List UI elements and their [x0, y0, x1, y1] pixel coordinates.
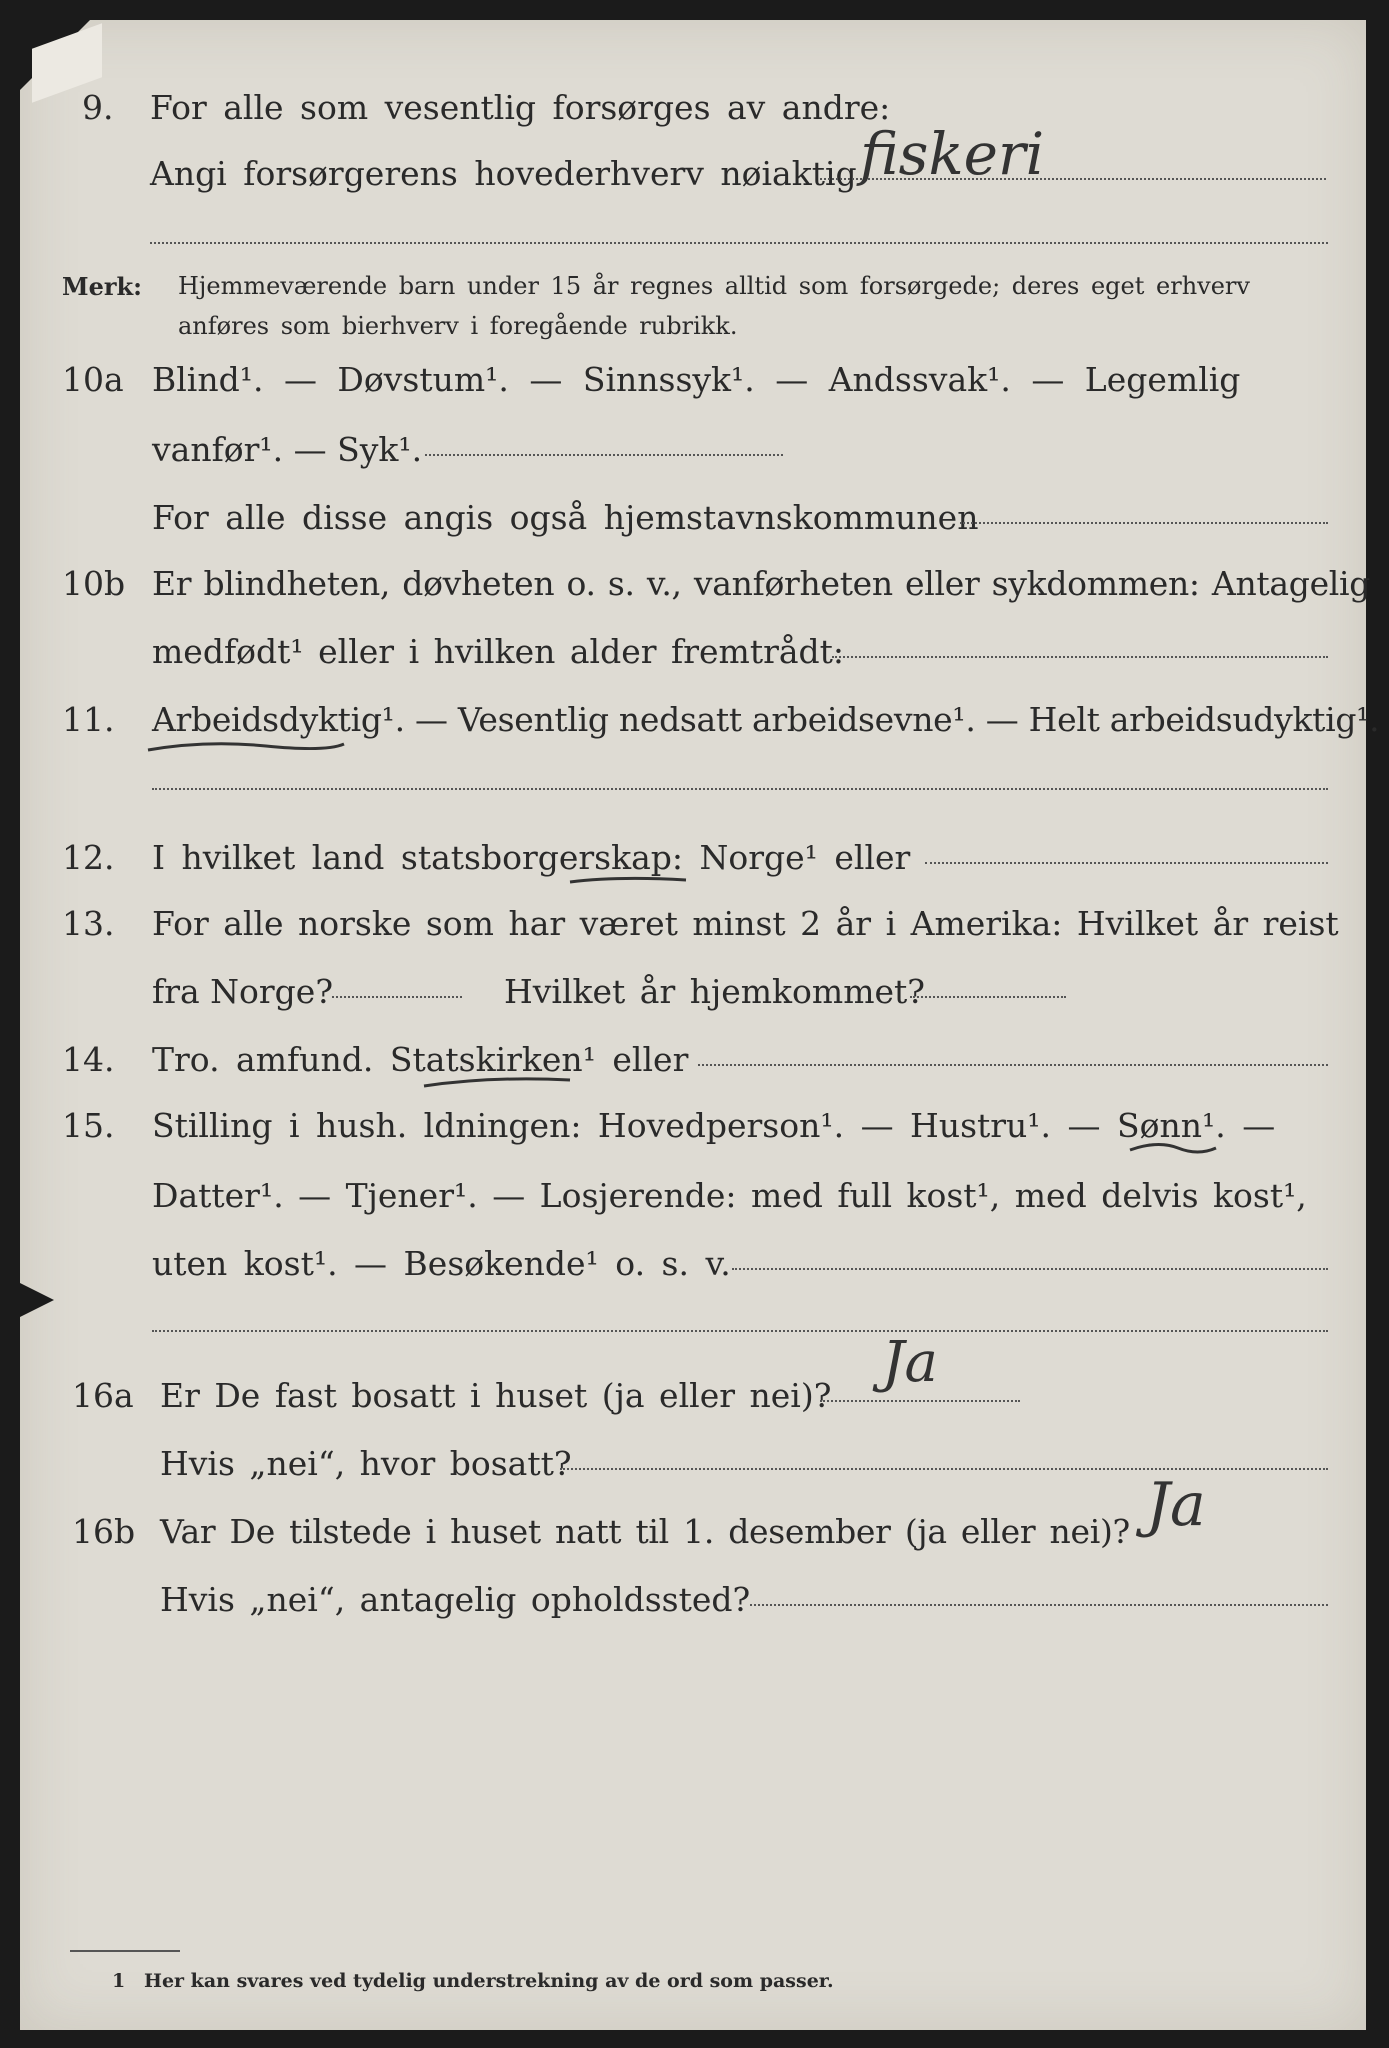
q14-answer-line	[698, 1064, 1328, 1066]
footnote-mark: 1	[112, 1970, 126, 1992]
q13-year-home-line	[910, 996, 1066, 998]
note-line2: anføres som bierhverv i foregående rubrikk.	[178, 312, 738, 340]
footnote-rule	[70, 1950, 180, 1952]
q14-line1: Tro. amfund. Statskirken¹ eller	[152, 1040, 689, 1079]
q15-number: 15.	[62, 1106, 115, 1145]
page-notch	[14, 1280, 54, 1320]
q12-line1: I hvilket land statsborgerskap: Norge¹ eller	[152, 838, 911, 877]
q16b-line2: Hvis „nei“, antagelig opholdssted?	[160, 1580, 751, 1619]
footnote-text: Her kan svares ved tydelig understrekning av de ord som passer.	[144, 1970, 834, 1992]
q9-handwritten-answer: fiskeri	[860, 120, 1045, 188]
note-line1: Hjemmeværende barn under 15 år regnes alltid som forsørgede; deres eget erhverv	[178, 272, 1250, 300]
q15-handwritten-underline	[1128, 1138, 1218, 1162]
q12-number: 12.	[62, 838, 115, 877]
q11-handwritten-underline	[146, 736, 346, 756]
q15-line1: Stilling i hush. ldningen: Hovedperson¹. — Hustru¹. — Sønn¹. —	[152, 1106, 1276, 1145]
q13-number: 13.	[62, 904, 115, 943]
note-label: Merk:	[62, 272, 142, 301]
q11-extra-line	[152, 788, 1328, 790]
q16a-handwritten-answer: Ja	[882, 1330, 938, 1395]
q14-number: 14.	[62, 1040, 115, 1079]
q10a-line1: Blind¹. — Døvstum¹. — Sinnssyk¹. — Andssvak¹. — Legemlig	[152, 360, 1241, 399]
q9-extra-line	[150, 242, 1328, 244]
q10a-line3: For alle disse angis også hjemstavnskommunen	[152, 498, 979, 537]
q10b-line2: medfødt¹ eller i hvilken alder fremtrådt:	[152, 632, 845, 671]
q15-extra-line	[152, 1330, 1328, 1332]
q15-line3: uten kost¹. — Besøkende¹ o. s. v.	[152, 1244, 731, 1283]
q16a-answer-line	[820, 1400, 1020, 1402]
q16b-handwritten-answer: Ja	[1146, 1470, 1206, 1540]
q10b-answer-line	[832, 656, 1328, 658]
q16a-number: 16a	[72, 1376, 134, 1415]
q10a-number: 10a	[62, 360, 124, 399]
q12-handwritten-underline	[568, 872, 688, 892]
q10a-line2: vanfør¹. — Syk¹.	[152, 430, 423, 469]
q11-number: 11.	[62, 700, 115, 739]
q16b-location-line	[750, 1604, 1328, 1606]
q12-answer-line	[925, 862, 1328, 864]
q16b-line1: Var De tilstede i huset natt til 1. desember (ja eller nei)?	[160, 1512, 1130, 1551]
q16a-residence-line	[560, 1468, 1328, 1470]
q16a-line2: Hvis „nei“, hvor bosatt?	[160, 1444, 572, 1483]
q13-line2b: Hvilket år hjemkommet?	[504, 972, 925, 1011]
q16a-line1: Er De fast bosatt i huset (ja eller nei)?	[160, 1376, 832, 1415]
q14-handwritten-underline	[422, 1074, 572, 1094]
q15-answer-line	[732, 1268, 1328, 1270]
q13-line2a: fra Norge?	[152, 972, 334, 1011]
q10b-number: 10b	[62, 564, 126, 603]
q11-line1: Arbeidsdyktig¹. — Vesentlig nedsatt arbeidsevne¹. — Helt arbeidsudyktig¹.	[152, 700, 1380, 739]
q9-line1: For alle som vesentlig forsørges av andre:	[150, 88, 891, 127]
q13-year-left-line	[332, 996, 462, 998]
q16b-number: 16b	[72, 1512, 136, 1551]
q10b-line1: Er blindheten, døvheten o. s. v., vanførheten eller sykdommen: Antagelig	[152, 564, 1371, 603]
q10a-kommune-line	[960, 522, 1328, 524]
q9-line2: Angi forsørgerens hovederhverv nøiaktig	[150, 154, 857, 193]
census-form-page	[20, 20, 1380, 2030]
q15-line2: Datter¹. — Tjener¹. — Losjerende: med full kost¹, med delvis kost¹,	[152, 1176, 1307, 1215]
q9-number: 9.	[82, 88, 114, 127]
q13-line1: For alle norske som har været minst 2 år i Amerika: Hvilket år reist	[152, 904, 1339, 943]
q10a-answer-line	[425, 454, 783, 456]
